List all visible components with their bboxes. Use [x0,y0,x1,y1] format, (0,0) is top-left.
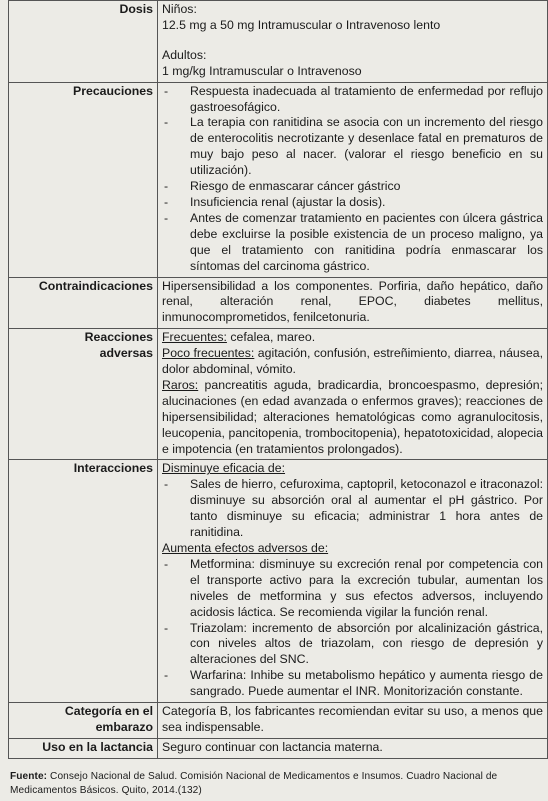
dosis-adultos-heading: Adultos: [162,47,207,62]
source-text: Consejo Nacional de Salud. Comisión Nacional de Medicamentos e Insumos. Cuadro Nacional de Medicamentos Básicos. Quito, 2014.(132) [10,771,498,796]
raros-heading: Raros: [162,377,199,392]
interaction-item [162,668,543,700]
interaction-item [162,621,543,669]
frecuentes-text: cefalea, mareo. [226,330,316,345]
precaution-text: Antes de comenzar tratamiento en pacientes con úlcera gástrica debe excluirse la posible existencia de un proceso maligno, ya que el tratamiento con ranitidina podría enmascarar los síntomas del carcinoma gástrico. [190,210,543,273]
label-contraindicaciones: Contraindicaciones [9,277,158,329]
dash-marker: - [164,83,169,98]
precaution-item [162,84,543,116]
poco-frecuentes-text: agitación, confusión, estreñimiento, diarrea, náusea, dolor abdominal, vómito. [162,346,544,377]
dash-marker: - [164,115,169,130]
precaution-item [162,179,543,195]
embarazo-text: Categoría B, los fabricantes recomiendan evitar su uso, a menos que sea indispensable. [158,703,548,739]
content-precauciones [158,82,548,277]
precaution-text: Respuesta inadecuada al tratamiento de enfermedad por reflujo gastroesofágico. [190,83,543,114]
source-footnote [10,770,544,798]
interaction-item [162,557,543,621]
reacciones-poco-frecuentes [162,346,543,378]
dash-marker: - [164,210,169,225]
dosis-ninos-text: 12.5 mg a 50 mg Intramuscular o Intravenoso lento [162,17,441,32]
row-interacciones [9,460,548,703]
poco-frecuentes-heading: Poco frecuentes: [162,346,255,361]
row-reacciones-adversas [9,329,548,460]
disminuye-heading: Disminuye eficacia de: [162,461,286,476]
precaution-text: La terapia con ranitidina se asocia con un incremento del riesgo de enterocolitis necrotizante y desenlace fatal en prematuros de muy bajo peso al nacer. (valorar el riesgo beneficio en su utilización). [190,115,543,178]
interaction-text: Metformina: disminuye su excreción renal por competencia con el transporte activo para la excreción tubular, aumentan los niveles de metformina y sus efectos adversos, incluyendo acidosis láctica. Se recomienda vigilar la función renal. [190,556,543,619]
raros-text: pancreatitis aguda, bradicardia, broncoespasmo, depresión; alucinaciones (en edad avanzada o enfermos graves); reacciones de hipersensibilidad; alteraciones hematológicas como agranulocitosis, leucopenia, pancitopenia, trombocitopenia), hepatotoxicidad, alopecia e impotencia (en tratamientos prolongados). [162,377,543,456]
label-precauciones: Precauciones [9,82,158,277]
row-lactancia [9,738,548,758]
dash-marker: - [164,179,169,194]
precaution-item [162,115,543,179]
row-dosis [9,1,548,83]
precaution-text: Insuficiencia renal (ajustar la dosis). [190,194,386,209]
label-reacciones-adversas [9,329,158,460]
label-embarazo-line1: Categoría en el [64,704,153,719]
dosis-ninos-heading: Niños: [162,2,197,16]
lactancia-text: Seguro continuar con lactancia materna. [158,738,548,758]
row-contraindicaciones [9,277,548,329]
dosis-adultos-text: 1 mg/kg Intramuscular o Intravenoso [162,63,362,78]
drug-monograph-table [8,0,548,759]
precaution-item [162,195,543,211]
content-interacciones [158,460,548,703]
dash-marker: - [164,620,169,635]
dash-marker: - [164,477,169,492]
dash-marker: - [164,556,169,571]
label-lactancia: Uso en la lactancia [9,738,158,758]
interaction-text: Triazolam: incremento de absorción por alcalinización gástrica, con niveles altos de triazolam, con riesgo de depresión y alteraciones del SNC. [190,620,543,667]
source-prefix: Fuente: [10,771,48,782]
label-reacciones-line1: Reacciones [84,330,153,345]
interaction-text: Warfarina: Inhibe su metabolismo hepático y aumenta riesgo de sangrado. Puede aumentar el INR. Monitorización constante. [190,668,543,699]
label-dosis: Dosis [9,1,158,83]
content-reacciones-adversas [158,329,548,460]
reacciones-frecuentes [162,330,543,346]
content-dosis [158,1,548,83]
reacciones-raros [162,378,543,458]
interaction-text: Sales de hierro, cefuroxima, captopril, ketoconazol e itraconazol: disminuye su absorción oral al aumentar el pH gástrico. Por tanto disminuye su eficacia; administrar 1 hora antes de ranitidina. [190,477,543,540]
precaution-item [162,211,543,275]
label-reacciones-line2: adversas [99,346,153,361]
frecuentes-heading: Frecuentes: [162,330,227,345]
row-embarazo [9,703,548,739]
precaution-text: Riesgo de enmascarar cáncer gástrico [190,179,401,194]
interaction-item [162,477,543,541]
dash-marker: - [164,194,169,209]
label-embarazo-line2: embarazo [95,719,153,734]
contraindicaciones-text: Hipersensibilidad a los componentes. Porfiria, daño hepático, daño renal, alteración renal, EPOC, diabetes mellitus, inmunocomprometidos, fenilcetonuria. [158,277,548,329]
label-embarazo [9,703,158,739]
row-precauciones [9,82,548,277]
dash-marker: - [164,668,169,683]
aumenta-heading: Aumenta efectos adversos de: [162,541,329,555]
label-interacciones: Interacciones [9,460,158,703]
